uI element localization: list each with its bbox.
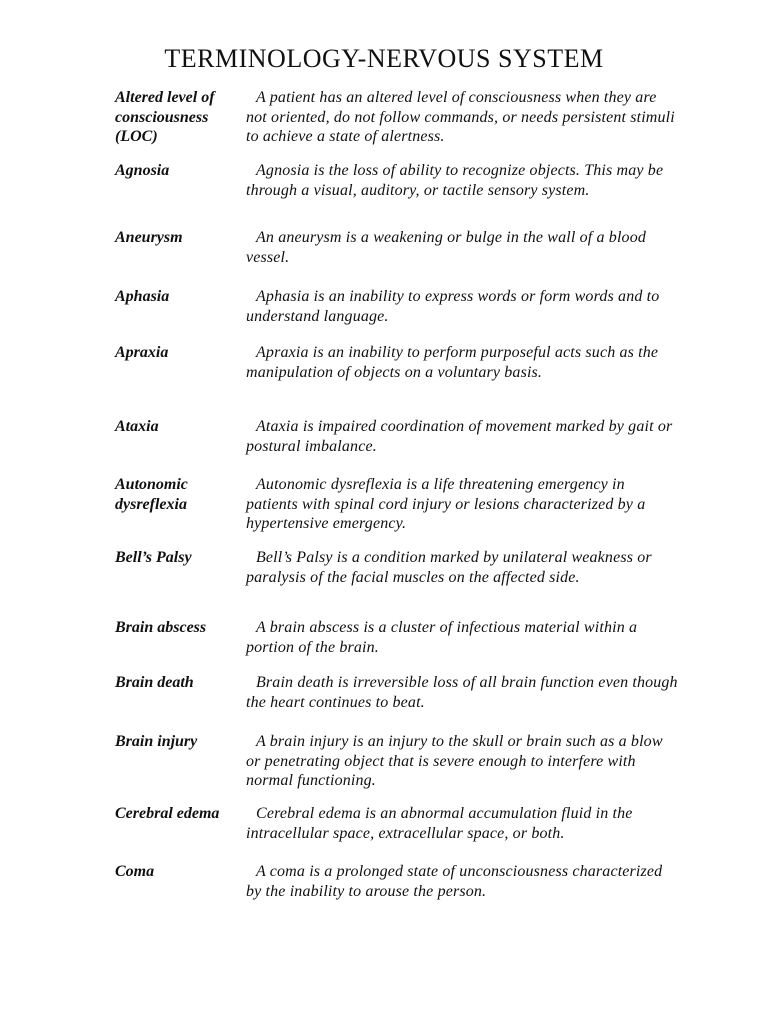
term-label: Apraxia [115,344,169,361]
term-definition: A coma is a prolonged state of unconsciousness characterized by the inability to arouse the person. [246,863,663,900]
term-label: Ataxia [115,418,159,435]
page-title: TERMINOLOGY-NERVOUS SYSTEM [164,44,604,73]
term-label: Bell’s Palsy [115,549,192,566]
term-label: Cerebral edema [115,805,220,822]
term-label: Coma [115,863,155,880]
term-definition: An aneurysm is a weakening or bulge in the wall of a blood vessel. [246,229,646,266]
term-label: Altered level of consciousness (LOC) [115,89,215,146]
term-definition: Ataxia is impaired coordination of movement marked by gait or postural imbalance. [246,418,673,455]
term-label: Autonomic dysreflexia [115,476,188,513]
term-definition: Cerebral edema is an abnormal accumulation fluid in the intracellular space, extracellular space, or both. [246,805,633,842]
term-definition: Autonomic dysreflexia is a life threatening emergency in patients with spinal cord injury or lesions characterized by a hypertensive emergency. [246,476,646,533]
term-definition: Aphasia is an inability to express words or form words and to understand language. [246,288,660,325]
term-definition: Apraxia is an inability to perform purposeful acts such as the manipulation of objects on a voluntary basis. [246,344,659,381]
term-definition: Bell’s Palsy is a condition marked by unilateral weakness or paralysis of the facial muscles on the affected side. [246,549,652,586]
term-label: Brain death [115,674,194,691]
term-definition: A brain abscess is a cluster of infectious material within a portion of the brain. [246,619,638,656]
term-label: Agnosia [115,162,170,179]
term-definition: Brain death is irreversible loss of all brain function even though the heart continues to beat. [246,674,678,711]
term-label: Brain injury [115,733,198,750]
term-definition: A patient has an altered level of consciousness when they are not oriented, do not follow commands, or needs persistent stimuli to achieve a state of alertness. [246,89,675,146]
term-label: Brain abscess [115,619,207,636]
term-definition: Agnosia is the loss of ability to recognize objects. This may be through a visual, auditory, or tactile sensory system. [246,162,664,199]
term-label: Aneurysm [115,229,183,246]
term-label: Aphasia [115,288,170,305]
term-definition: A brain injury is an injury to the skull or brain such as a blow or penetrating object that is severe enough to interfere with normal functioning. [246,733,663,790]
